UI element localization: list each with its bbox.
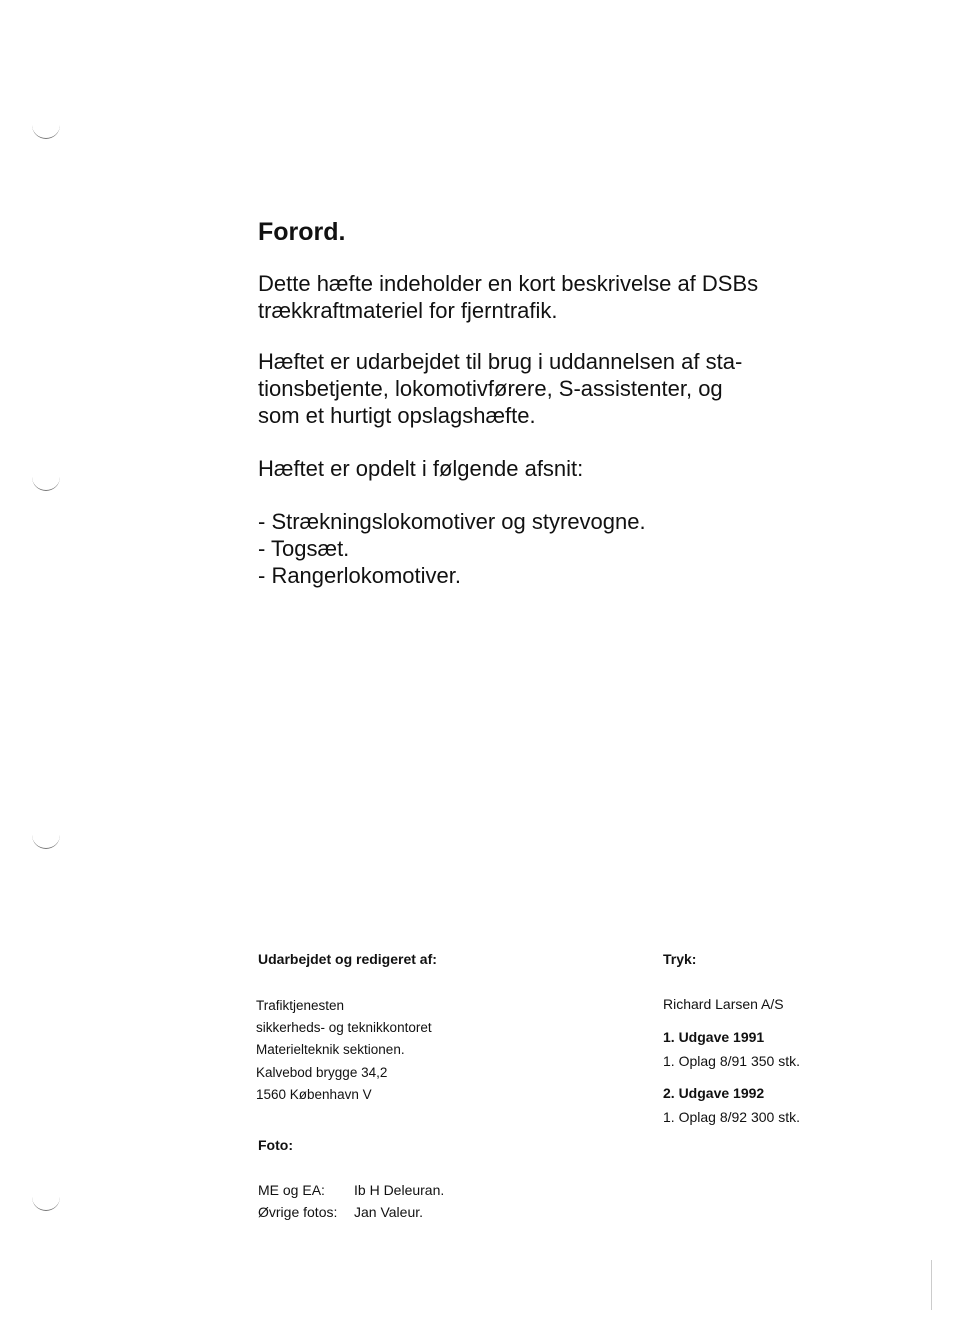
purpose-paragraph: Hæftet er udarbejdet til brug i uddannelsen af sta- tionsbetjente, lokomotivførere, S-assistenter, og som et hurtigt opslagshæfte. — [258, 349, 743, 428]
printer-name: Richard Larsen A/S — [663, 996, 784, 1012]
sections-intro-paragraph: Hæftet er opdelt i følgende afsnit: — [258, 456, 584, 481]
section-item: - Togsæt. — [258, 536, 350, 561]
credit-name: Ib H Deleuran. — [354, 1182, 445, 1198]
binder-hole-mark — [32, 832, 60, 849]
edition-printing: 1. Oplag 8/92 300 stk. — [663, 1109, 800, 1125]
section-list — [258, 508, 646, 589]
binder-hole-mark — [32, 1194, 60, 1211]
page-edge-mark — [931, 1260, 932, 1310]
section-item: - Rangerlokomotiver. — [258, 563, 461, 588]
binder-hole-mark — [32, 122, 60, 139]
address-line: Materielteknik sektionen. — [256, 1042, 405, 1058]
credit-name: Jan Valeur. — [354, 1204, 424, 1220]
address-line: Trafiktjenesten — [256, 998, 345, 1013]
edition-title: 1. Udgave 1991 — [663, 1029, 765, 1045]
prepared-by-label: Udarbejdet og redigeret af: — [258, 951, 437, 967]
credit-role: Øvrige fotos: — [258, 1204, 338, 1220]
photo-credits — [258, 1179, 444, 1223]
credit-role: ME og EA: — [258, 1182, 325, 1198]
credit-row — [258, 1179, 444, 1201]
edition-title: 2. Udgave 1992 — [663, 1085, 765, 1101]
address-line: Kalvebod brygge 34,2 — [256, 1064, 388, 1080]
address-block — [256, 995, 432, 1106]
intro-paragraph: Dette hæfte indeholder en kort beskrivelse af DSBs trækkraftmateriel for fjerntrafik. — [258, 271, 759, 323]
address-line: 1560 København V — [256, 1086, 372, 1102]
print-label: Tryk: — [663, 951, 697, 967]
credit-row — [258, 1201, 444, 1223]
page-title: Forord. — [258, 218, 346, 246]
edition-printing: 1. Oplag 8/91 350 stk. — [663, 1053, 800, 1069]
address-line: sikkerheds- og teknikkontoret — [256, 1020, 432, 1036]
photo-label: Foto: — [258, 1137, 293, 1153]
binder-hole-mark — [32, 474, 60, 491]
section-item: - Strækningslokomotiver og styrevogne. — [258, 509, 646, 534]
